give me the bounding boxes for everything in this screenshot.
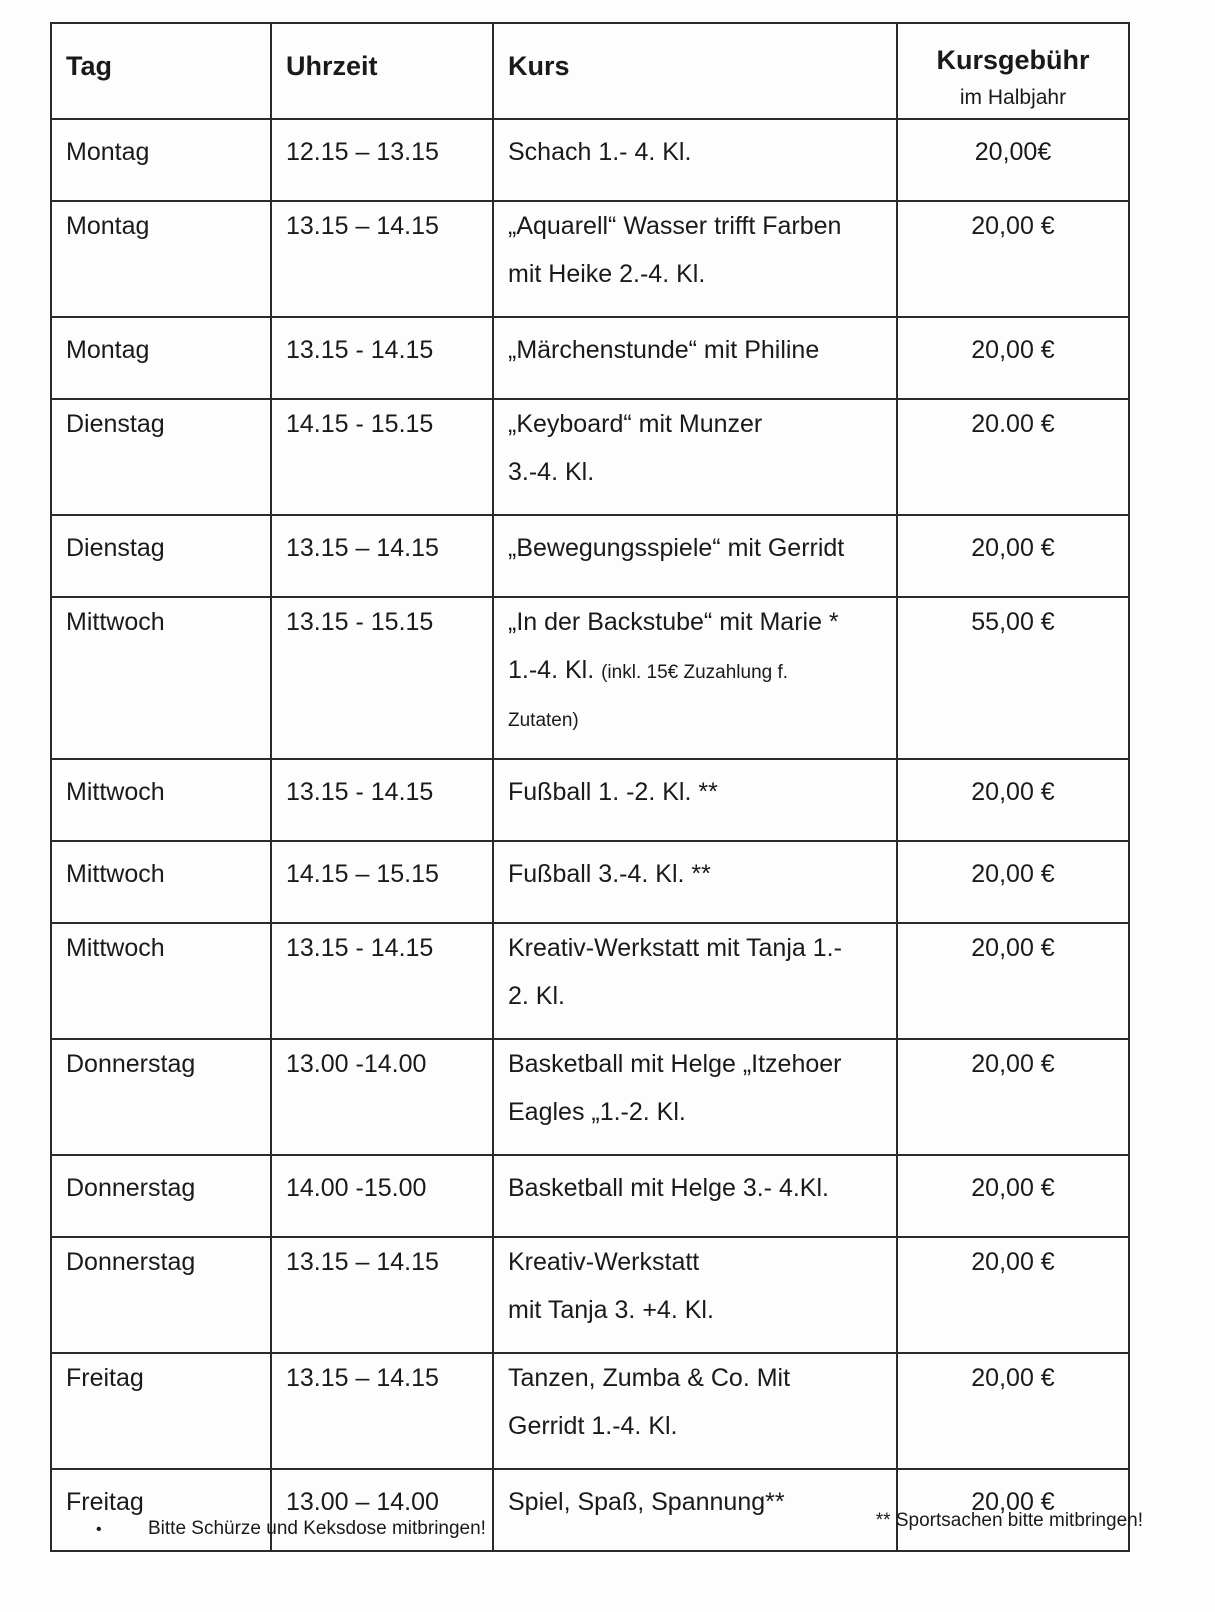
cell-kurs (493, 119, 897, 201)
kurs-text: 2. Kl. (508, 982, 565, 1010)
cell-uhrzeit: 14.00 -15.00 (271, 1155, 493, 1237)
cell-tag: Montag (51, 317, 271, 399)
cell-kursgebuehr: 20.00 € (897, 399, 1129, 515)
cell-tag: Freitag (51, 1353, 271, 1469)
cell-kurs (493, 515, 897, 597)
cell-kursgebuehr: 20,00 € (897, 201, 1129, 317)
cell-kursgebuehr: 20,00€ (897, 119, 1129, 201)
cell-tag: Donnerstag (51, 1155, 271, 1237)
kurs-text: Tanzen, Zumba & Co. Mit (508, 1364, 791, 1392)
table-row (51, 515, 1129, 597)
cell-uhrzeit: 13.15 – 14.15 (271, 1237, 493, 1353)
header-tag: Tag (51, 23, 271, 119)
kurs-text: „Aquarell“ Wasser trifft Farben (508, 212, 842, 240)
cell-kursgebuehr: 20,00 € (897, 1469, 1129, 1551)
cell-kursgebuehr: 20,00 € (897, 317, 1129, 399)
cell-uhrzeit: 13.15 – 14.15 (271, 515, 493, 597)
kurs-text: Fußball 1. -2. Kl. ** (508, 778, 718, 806)
table-row (51, 201, 1129, 317)
cell-tag: Montag (51, 201, 271, 317)
cell-tag: Dienstag (51, 399, 271, 515)
table-row (51, 759, 1129, 841)
header-kursgebuehr (897, 23, 1129, 119)
header-kursgebuehr-title: Kursgebühr (936, 45, 1090, 75)
table-row (51, 1155, 1129, 1237)
footer-notes (0, 1510, 1215, 1550)
header-kursgebuehr-subtitle: im Halbjahr (959, 86, 1067, 109)
kurs-text: „Keyboard“ mit Munzer (508, 410, 763, 438)
cell-tag: Donnerstag (51, 1039, 271, 1155)
cell-kursgebuehr: 20,00 € (897, 759, 1129, 841)
header-kurs: Kurs (493, 23, 897, 119)
cell-uhrzeit: 13.00 – 14.00 (271, 1469, 493, 1551)
table-row (51, 1237, 1129, 1353)
kurs-text: Kreativ-Werkstatt (508, 1248, 700, 1276)
cell-uhrzeit: 13.15 – 14.15 (271, 1353, 493, 1469)
cell-kurs (493, 1155, 897, 1237)
kurs-text: „Märchenstunde“ mit Philine (508, 336, 820, 364)
cell-uhrzeit: 13.15 - 15.15 (271, 597, 493, 759)
cell-tag: Mittwoch (51, 923, 271, 1039)
cell-kurs (493, 201, 897, 317)
table-row (51, 923, 1129, 1039)
kurs-note: Zutaten) (508, 710, 579, 731)
bullet-icon: • (96, 1521, 102, 1538)
cell-kursgebuehr: 20,00 € (897, 1039, 1129, 1155)
cell-tag: Donnerstag (51, 1237, 271, 1353)
kurs-text: Gerridt 1.-4. Kl. (508, 1412, 678, 1440)
cell-kurs (493, 1039, 897, 1155)
kurs-text: Basketball mit Helge 3.- 4.Kl. (508, 1174, 829, 1202)
cell-uhrzeit: 13.15 – 14.15 (271, 201, 493, 317)
kurs-text: 1.-4. Kl. (508, 656, 595, 684)
table-row (51, 119, 1129, 201)
cell-uhrzeit: 14.15 - 15.15 (271, 399, 493, 515)
kurs-text: Schach 1.- 4. Kl. (508, 138, 692, 166)
kurs-text: Fußball 3.-4. Kl. ** (508, 860, 711, 888)
cell-tag: Montag (51, 119, 271, 201)
kurs-text: „Bewegungsspiele“ mit Gerridt (508, 534, 845, 562)
table-row (51, 1039, 1129, 1155)
cell-kurs (493, 1353, 897, 1469)
cell-kurs (493, 399, 897, 515)
cell-uhrzeit: 13.15 - 14.15 (271, 759, 493, 841)
kurs-text: Kreativ-Werkstatt mit Tanja 1.- (508, 934, 842, 962)
cell-kursgebuehr: 20,00 € (897, 1237, 1129, 1353)
footer-note-left-text: Bitte Schürze und Keksdose mitbringen! (148, 1518, 486, 1539)
cell-kurs (493, 1237, 897, 1353)
cell-kurs (493, 841, 897, 923)
cell-kursgebuehr: 20,00 € (897, 1353, 1129, 1469)
cell-tag: Mittwoch (51, 841, 271, 923)
cell-uhrzeit: 13.15 - 14.15 (271, 923, 493, 1039)
kurs-text: Basketball mit Helge „Itzehoer (508, 1050, 842, 1078)
cell-uhrzeit: 13.00 -14.00 (271, 1039, 493, 1155)
kurs-text: 3.-4. Kl. (508, 458, 595, 486)
table-header-row (51, 23, 1129, 119)
cell-kursgebuehr: 20,00 € (897, 923, 1129, 1039)
kurs-text: Spiel, Spaß, Spannung** (508, 1488, 785, 1516)
kurs-note: (inkl. 15€ Zuzahlung f. (601, 662, 789, 683)
cell-tag: Dienstag (51, 515, 271, 597)
cell-kurs (493, 923, 897, 1039)
course-schedule-table (50, 22, 1130, 1552)
cell-kursgebuehr: 20,00 € (897, 515, 1129, 597)
table-row (51, 597, 1129, 759)
cell-kurs (493, 597, 897, 759)
cell-kursgebuehr: 20,00 € (897, 1155, 1129, 1237)
kurs-text: Eagles „1.-2. Kl. (508, 1098, 686, 1126)
cell-tag: Mittwoch (51, 597, 271, 759)
cell-uhrzeit: 13.15 - 14.15 (271, 317, 493, 399)
cell-kurs (493, 317, 897, 399)
footer-note-right: ** Sportsachen bitte mitbringen! (875, 1510, 1143, 1531)
cell-uhrzeit: 12.15 – 13.15 (271, 119, 493, 201)
kurs-text: „In der Backstube“ mit Marie * (508, 608, 839, 636)
table-row (51, 317, 1129, 399)
cell-tag: Freitag (51, 1469, 271, 1551)
cell-kursgebuehr: 20,00 € (897, 841, 1129, 923)
kurs-text: mit Tanja 3. +4. Kl. (508, 1296, 714, 1324)
cell-kurs (493, 759, 897, 841)
cell-kursgebuehr: 55,00 € (897, 597, 1129, 759)
footer-note-left (96, 1518, 486, 1540)
header-uhrzeit: Uhrzeit (271, 23, 493, 119)
cell-tag: Mittwoch (51, 759, 271, 841)
table-row (51, 1353, 1129, 1469)
table-row (51, 399, 1129, 515)
kurs-text: mit Heike 2.-4. Kl. (508, 260, 706, 288)
table-row (51, 841, 1129, 923)
cell-uhrzeit: 14.15 – 15.15 (271, 841, 493, 923)
